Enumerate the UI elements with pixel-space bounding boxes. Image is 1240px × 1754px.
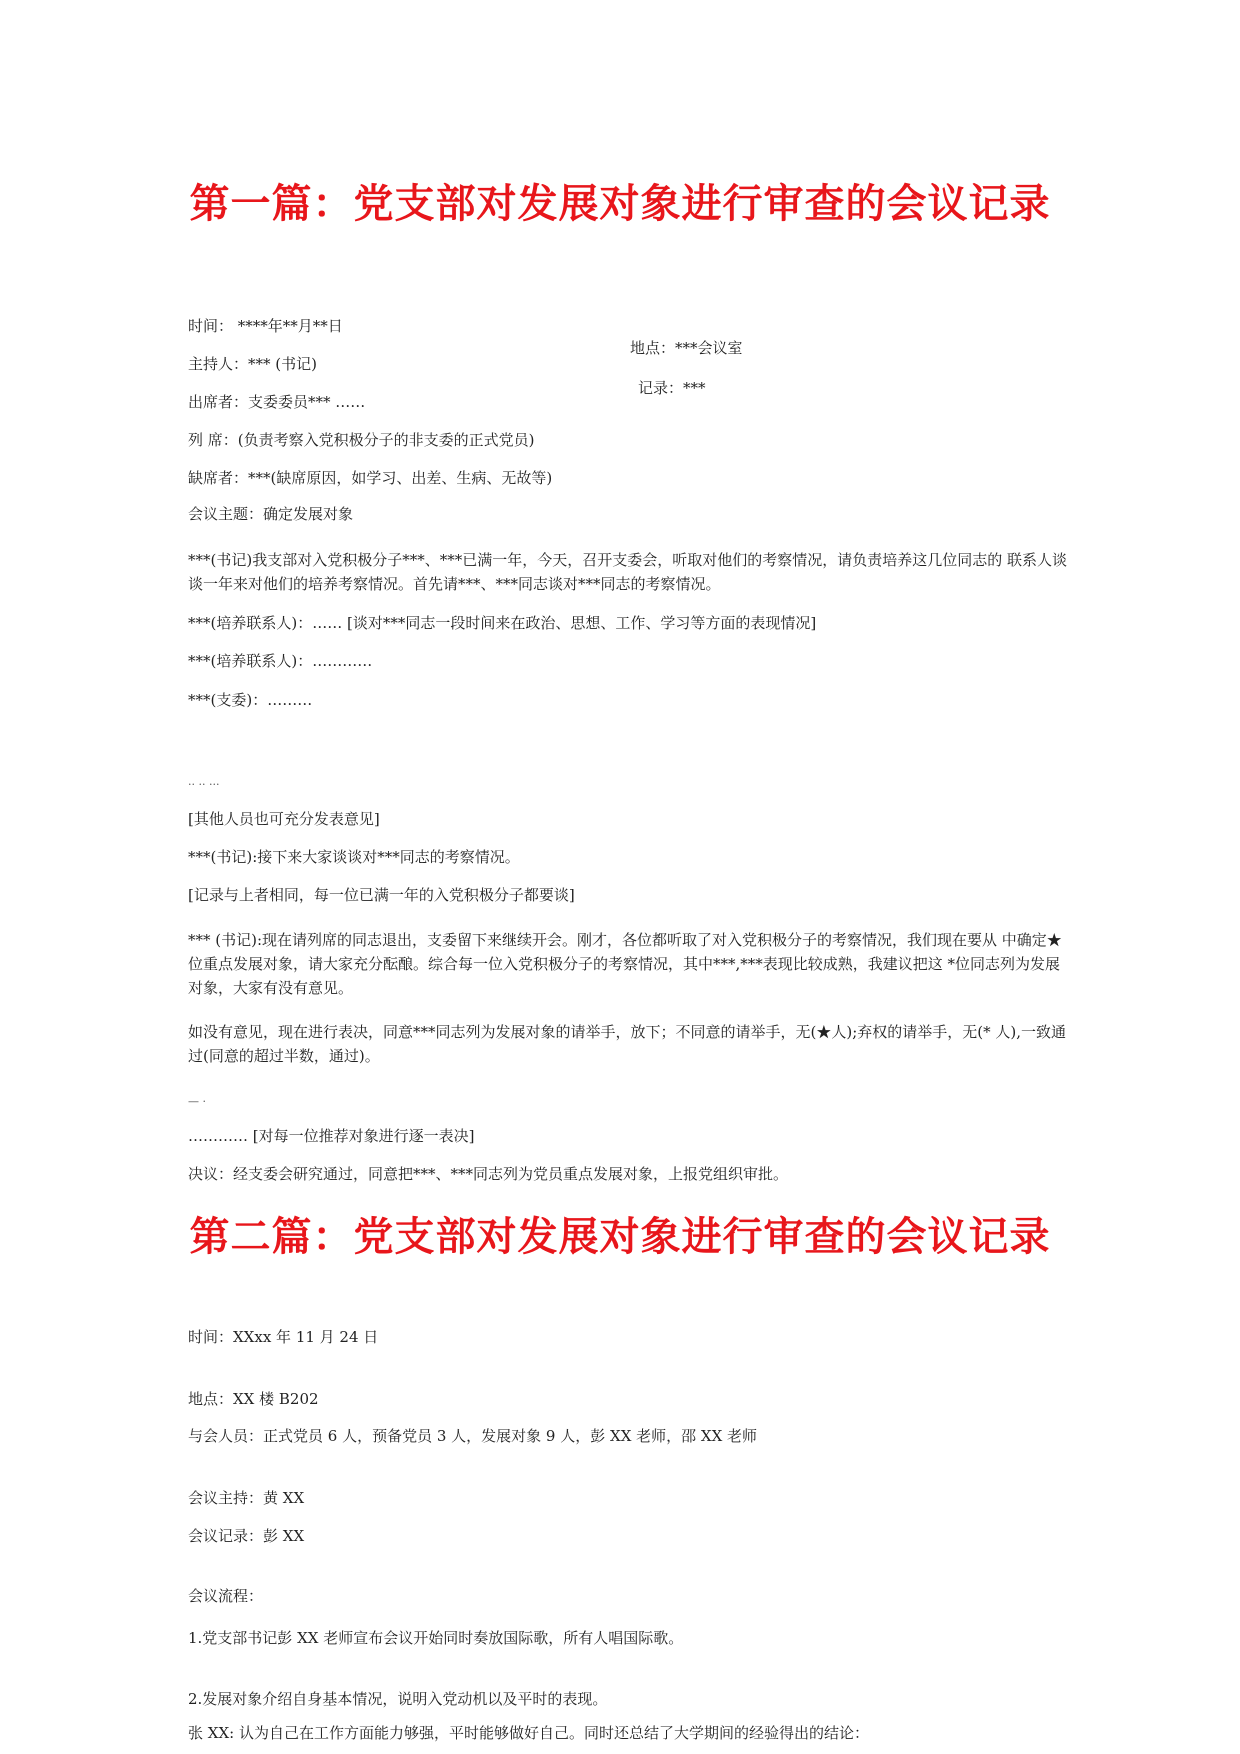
paragraph: ***(书记):接下来大家谈谈对***同志的考察情况。 [188,848,520,866]
part1-title: 第一篇：党支部对发展对象进行审查的会议记录 [189,180,1051,227]
speaker-statement: 张 XX: 认为自己在工作方面能力够强，平时能够做好自己。同时还总结了大学期间的经验得出的结论： [188,1724,869,1742]
paragraph: ***(培养联系人)：…… [谈对***同志一段时间来在政治、思想、工作、学习等方面的表现情况] [188,614,817,632]
meeting-time: 时间：XXxx 年 11 月 24 日 [188,1328,379,1346]
meeting-observers: 列 席：(负责考察入党积极分子的非支委的正式党员) [188,431,535,449]
meeting-recorder: 会议记录：彭 XX [188,1527,305,1545]
meeting-host: 会议主持：黄 XX [188,1489,305,1507]
meeting-location: 地点：***会议室 [630,339,743,357]
part2-title: 第二篇：党支部对发展对象进行审查的会议记录 [189,1213,1051,1260]
paragraph: ***(书记)我支部对入党积极分子***、***已满一年，今天，召开支委会，听取对他们的考察情况，请负责培养这几位同志的 联系人谈谈一年来对他们的培养考察情况。首先请***、***同志谈对***同志的考察情况。 [188,551,1067,593]
meeting-host: 主持人：*** (书记) [188,355,317,373]
process-step: 2.发展对象介绍自身基本情况，说明入党动机以及平时的表现。 [188,1690,608,1708]
paragraph: ***(支委)：……… [188,691,313,709]
ellipsis-mark: .. .. ... [188,775,220,788]
meeting-attendees: 出席者：支委委员*** …… [188,393,366,411]
meeting-process: 会议流程： [188,1587,264,1605]
dash-mark: — · [188,1095,206,1108]
paragraph: [其他人员也可充分发表意见] [188,810,380,828]
paragraph: 如没有意见，现在进行表决，同意***同志列为发展对象的请举手，放下；不同意的请举手，无(★人);弃权的请举手，无(* 人),一致通过(同意的超过半数，通过)。 [188,1023,1067,1065]
meeting-theme: 会议主题：确定发展对象 [188,505,354,523]
paragraph: *** (书记):现在请列席的同志退出，支委留下来继续开会。刚才，各位都听取了对入党积极分子的考察情况，我们现在要从 中确定★位重点发展对象，请大家充分酝酿。综合每一位入党积极分子的考察情况，其中***,***表现比较成熟，我建议把这 *位同志列为发展对象，大家有没有意见。 [188,931,1062,997]
paragraph: ***(培养联系人)：………… [188,652,373,670]
meeting-location: 地点：XX 楼 B202 [188,1390,319,1408]
paragraph: [记录与上者相同，每一位已满一年的入党积极分子都要谈] [188,886,575,904]
meeting-absent: 缺席者：***(缺席原因，如学习、出差、生病、无故等) [188,469,553,487]
resolution: 决议：经支委会研究通过，同意把***、***同志列为党员重点发展对象，上报党组织审批。 [188,1165,789,1183]
paragraph: ………… [对每一位推荐对象进行逐一表决] [188,1127,475,1145]
process-step: 1.党支部书记彭 XX 老师宣布会议开始同时奏放国际歌，所有人唱国际歌。 [188,1629,684,1647]
meeting-recorder: 记录：*** [638,379,706,397]
meeting-time: 时间： ****年**月**日 [188,317,343,335]
meeting-members: 与会人员：正式党员 6 人，预备党员 3 人，发展对象 9 人，彭 XX 老师，邵 XX 老师 [188,1427,758,1445]
